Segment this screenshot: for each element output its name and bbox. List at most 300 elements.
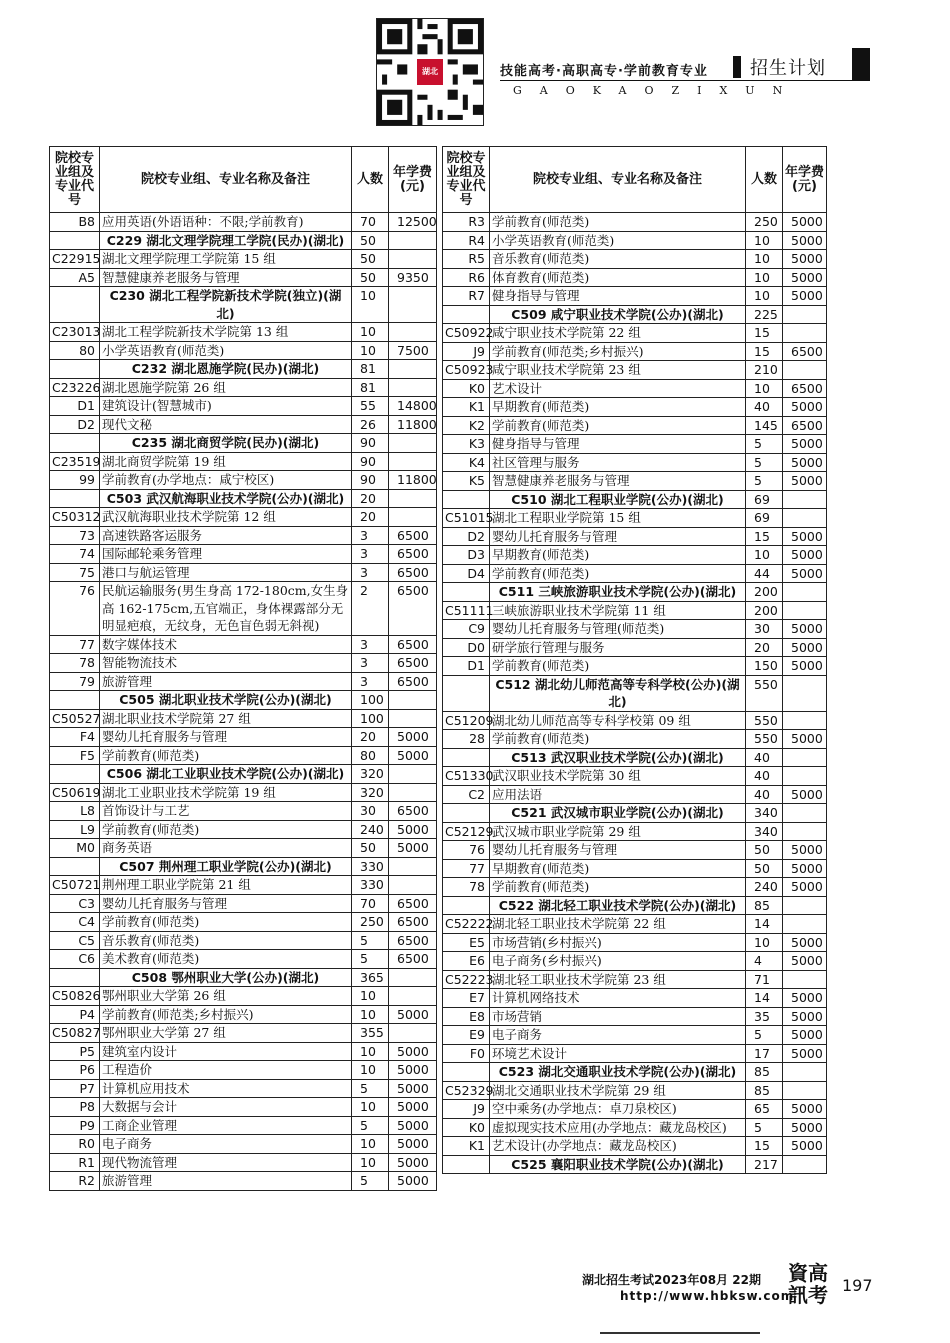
name-cell: 高速铁路客运服务 xyxy=(100,526,352,545)
qr-badge: 湖北 xyxy=(417,59,443,85)
fee-cell xyxy=(389,378,437,397)
count-cell: 85 xyxy=(746,1063,783,1082)
name-cell: 早期教育(师范类) xyxy=(490,546,746,565)
fee-cell: 9350 xyxy=(389,268,437,287)
count-cell: 90 xyxy=(352,452,389,471)
table-row xyxy=(443,546,827,565)
code-cell: C50922 xyxy=(443,324,490,343)
name-cell: 建筑室内设计 xyxy=(100,1042,352,1061)
name-cell: 研学旅行管理与服务 xyxy=(490,638,746,657)
fee-cell: 5000 xyxy=(783,638,827,657)
count-cell: 10 xyxy=(746,268,783,287)
code-cell: K1 xyxy=(443,1137,490,1156)
fee-cell: 6500 xyxy=(783,416,827,435)
code-cell: E7 xyxy=(443,989,490,1008)
col-fee-header: 年学费(元) xyxy=(389,147,437,213)
name-cell: 计算机网络技术 xyxy=(490,989,746,1008)
name-cell: 市场营销 xyxy=(490,1007,746,1026)
code-cell: K1 xyxy=(443,398,490,417)
name-cell: 首饰设计与工艺 xyxy=(100,802,352,821)
fee-cell: 6500 xyxy=(389,950,437,969)
code-cell: F4 xyxy=(50,728,100,747)
name-cell: C512 湖北幼儿师范高等专科学校(公办)(湖北) xyxy=(490,675,746,711)
count-cell: 55 xyxy=(352,397,389,416)
fee-cell xyxy=(783,711,827,730)
count-cell: 50 xyxy=(746,841,783,860)
name-cell: C506 湖北工业职业技术学院(公办)(湖北) xyxy=(100,765,352,784)
fee-cell: 5000 xyxy=(783,527,827,546)
fee-cell: 5000 xyxy=(783,546,827,565)
school-row xyxy=(443,896,827,915)
table-row xyxy=(50,746,437,765)
footer-logo: 資高訊考 xyxy=(788,1261,828,1307)
count-cell: 26 xyxy=(352,415,389,434)
table-row xyxy=(50,1042,437,1061)
name-cell: C229 湖北文理学院理工学院(民办)(湖北) xyxy=(100,231,352,250)
code-cell: D1 xyxy=(50,397,100,416)
code-cell xyxy=(50,691,100,710)
count-cell: 3 xyxy=(352,672,389,691)
name-cell: 三峡旅游职业技术学院第 11 组 xyxy=(490,601,746,620)
name-cell: 体育教育(师范类) xyxy=(490,268,746,287)
table-row xyxy=(50,1172,437,1191)
count-cell: 240 xyxy=(746,878,783,897)
table-row xyxy=(443,601,827,620)
fee-cell: 7500 xyxy=(389,341,437,360)
table-row xyxy=(443,933,827,952)
fee-cell: 5000 xyxy=(389,839,437,858)
table-row xyxy=(443,1118,827,1137)
count-cell: 3 xyxy=(352,545,389,564)
name-cell: 荆州理工职业学院第 21 组 xyxy=(100,876,352,895)
name-cell: 武汉城市职业学院第 29 组 xyxy=(490,822,746,841)
code-cell: E6 xyxy=(443,952,490,971)
code-cell: P7 xyxy=(50,1079,100,1098)
code-cell xyxy=(50,360,100,379)
enrollment-table-left xyxy=(49,146,437,1191)
table-row xyxy=(50,1135,437,1154)
name-cell: 数字媒体技术 xyxy=(100,635,352,654)
code-cell: J9 xyxy=(443,1100,490,1119)
fee-cell: 6500 xyxy=(783,342,827,361)
fee-cell: 6500 xyxy=(389,654,437,673)
school-row xyxy=(50,231,437,250)
fee-cell xyxy=(389,783,437,802)
count-cell: 225 xyxy=(746,305,783,324)
school-row xyxy=(50,857,437,876)
name-cell: C509 咸宁职业技术学院(公办)(湖北) xyxy=(490,305,746,324)
table-row xyxy=(443,878,827,897)
count-cell: 240 xyxy=(352,820,389,839)
name-cell: 湖北文理学院理工学院第 15 组 xyxy=(100,250,352,269)
count-cell: 10 xyxy=(746,546,783,565)
code-cell: K5 xyxy=(443,472,490,491)
col-fee-header: 年学费(元) xyxy=(783,147,827,213)
name-cell: 艺术设计 xyxy=(490,379,746,398)
fee-cell: 5000 xyxy=(783,453,827,472)
count-cell: 200 xyxy=(746,601,783,620)
count-cell: 10 xyxy=(352,1153,389,1172)
code-cell: 73 xyxy=(50,526,100,545)
col-code-header: 院校专业组及专业代号 xyxy=(50,147,100,213)
table-row xyxy=(443,1026,827,1045)
name-cell: 智能物流技术 xyxy=(100,654,352,673)
school-row xyxy=(50,434,437,453)
table-row xyxy=(443,767,827,786)
table-row xyxy=(50,802,437,821)
table-row xyxy=(50,378,437,397)
fee-cell: 5000 xyxy=(783,435,827,454)
code-cell: C50721 xyxy=(50,876,100,895)
code-cell: D3 xyxy=(443,546,490,565)
fee-cell xyxy=(783,915,827,934)
name-cell: 旅游管理 xyxy=(100,1172,352,1191)
fee-cell: 6500 xyxy=(389,672,437,691)
name-cell: 早期教育(师范类) xyxy=(490,859,746,878)
school-row xyxy=(443,1155,827,1174)
code-cell: D1 xyxy=(443,657,490,676)
table-row xyxy=(50,471,437,490)
code-cell: R0 xyxy=(50,1135,100,1154)
footer-issue: 湖北招生考试2023年08月 22期 xyxy=(582,1273,761,1287)
code-cell: R4 xyxy=(443,231,490,250)
count-cell: 10 xyxy=(352,987,389,1006)
count-cell: 30 xyxy=(352,802,389,821)
col-name-header: 院校专业组、专业名称及备注 xyxy=(490,147,746,213)
count-cell: 340 xyxy=(746,822,783,841)
table-row xyxy=(50,397,437,416)
name-cell: 音乐教育(师范类) xyxy=(100,931,352,950)
count-cell: 10 xyxy=(352,1098,389,1117)
code-cell: D4 xyxy=(443,564,490,583)
fee-cell xyxy=(389,709,437,728)
col-count-header: 人数 xyxy=(352,147,389,213)
fee-cell: 6500 xyxy=(389,582,437,636)
fee-cell: 5000 xyxy=(783,1026,827,1045)
count-cell: 10 xyxy=(746,231,783,250)
name-cell: 工程造价 xyxy=(100,1061,352,1080)
count-cell: 14 xyxy=(746,989,783,1008)
table-row xyxy=(443,361,827,380)
name-cell: 湖北职业技术学院第 27 组 xyxy=(100,709,352,728)
count-cell: 100 xyxy=(352,709,389,728)
page-number: 197 xyxy=(842,1276,873,1295)
count-cell: 50 xyxy=(746,859,783,878)
name-cell: 现代文秘 xyxy=(100,415,352,434)
fee-cell: 6500 xyxy=(389,545,437,564)
table-row xyxy=(443,1137,827,1156)
fee-cell xyxy=(783,509,827,528)
code-cell xyxy=(443,675,490,711)
fee-cell: 5000 xyxy=(783,878,827,897)
col-name-header: 院校专业组、专业名称及备注 xyxy=(100,147,352,213)
name-cell: 美术教育(师范类) xyxy=(100,950,352,969)
table-row xyxy=(443,268,827,287)
name-cell: C511 三峡旅游职业技术学院(公办)(湖北) xyxy=(490,583,746,602)
name-cell: 学前教育(师范类) xyxy=(490,657,746,676)
name-cell: 空中乘务(办学地点：卓刀泉校区) xyxy=(490,1100,746,1119)
count-cell: 5 xyxy=(352,950,389,969)
fee-cell xyxy=(389,857,437,876)
table-row xyxy=(443,342,827,361)
code-cell: R5 xyxy=(443,250,490,269)
code-cell: P6 xyxy=(50,1061,100,1080)
table-row xyxy=(443,527,827,546)
table-row xyxy=(443,435,827,454)
code-cell: L8 xyxy=(50,802,100,821)
name-cell: 电子商务(乡村振兴) xyxy=(490,952,746,971)
fee-cell xyxy=(783,361,827,380)
count-cell: 50 xyxy=(352,250,389,269)
fee-cell xyxy=(389,691,437,710)
table-row xyxy=(50,1079,437,1098)
table-row xyxy=(443,952,827,971)
count-cell: 14 xyxy=(746,915,783,934)
fee-cell xyxy=(389,323,437,342)
code-cell: 78 xyxy=(443,878,490,897)
table-row xyxy=(443,859,827,878)
count-cell: 2 xyxy=(352,582,389,636)
count-cell: 85 xyxy=(746,1081,783,1100)
fee-cell: 5000 xyxy=(783,472,827,491)
name-cell: 电子商务 xyxy=(490,1026,746,1045)
table-row xyxy=(443,915,827,934)
name-cell: C232 湖北恩施学院(民办)(湖北) xyxy=(100,360,352,379)
code-cell: C2 xyxy=(443,785,490,804)
footer-url[interactable]: http://www.hbksw.com xyxy=(620,1289,795,1303)
fee-cell xyxy=(783,804,827,823)
code-cell: C22915 xyxy=(50,250,100,269)
fee-cell: 5000 xyxy=(783,1100,827,1119)
name-cell: 湖北工程学院新技术学院第 13 组 xyxy=(100,323,352,342)
fee-cell: 5000 xyxy=(389,1005,437,1024)
school-row xyxy=(50,489,437,508)
code-cell: R6 xyxy=(443,268,490,287)
count-cell: 10 xyxy=(746,250,783,269)
table-row xyxy=(50,931,437,950)
table-row xyxy=(443,1007,827,1026)
fee-cell xyxy=(783,583,827,602)
count-cell: 80 xyxy=(352,746,389,765)
table-row xyxy=(443,231,827,250)
count-cell: 10 xyxy=(352,1042,389,1061)
header-rule xyxy=(500,80,870,81)
count-cell: 10 xyxy=(352,1061,389,1080)
table-row xyxy=(443,472,827,491)
count-cell: 20 xyxy=(352,508,389,527)
count-cell: 20 xyxy=(352,728,389,747)
count-cell: 320 xyxy=(352,765,389,784)
table-row xyxy=(50,709,437,728)
code-cell: K0 xyxy=(443,1118,490,1137)
count-cell: 5 xyxy=(352,1079,389,1098)
school-row xyxy=(443,490,827,509)
fee-cell xyxy=(389,489,437,508)
table-row xyxy=(50,1005,437,1024)
count-cell: 150 xyxy=(746,657,783,676)
table-row xyxy=(443,822,827,841)
table-row xyxy=(50,728,437,747)
count-cell: 90 xyxy=(352,471,389,490)
name-cell: C230 湖北工程学院新技术学院(独立)(湖北) xyxy=(100,287,352,323)
table-row xyxy=(443,785,827,804)
code-cell: 77 xyxy=(443,859,490,878)
table-row xyxy=(443,213,827,232)
fee-cell: 5000 xyxy=(783,250,827,269)
count-cell: 10 xyxy=(352,341,389,360)
name-cell: C505 湖北职业技术学院(公办)(湖北) xyxy=(100,691,352,710)
fee-cell: 5000 xyxy=(783,1007,827,1026)
table-row xyxy=(443,564,827,583)
table-row xyxy=(443,453,827,472)
fee-cell: 6500 xyxy=(783,379,827,398)
name-cell: 旅游管理 xyxy=(100,672,352,691)
table-row xyxy=(50,341,437,360)
table-row xyxy=(443,379,827,398)
qr-code xyxy=(376,18,484,126)
school-row xyxy=(50,287,437,323)
bottom-rule xyxy=(600,1332,760,1334)
count-cell: 44 xyxy=(746,564,783,583)
name-cell: C503 武汉航海职业技术学院(公办)(湖北) xyxy=(100,489,352,508)
code-cell: C23519 xyxy=(50,452,100,471)
count-cell: 20 xyxy=(746,638,783,657)
name-cell: 市场营销(乡村振兴) xyxy=(490,933,746,952)
code-cell: C6 xyxy=(50,950,100,969)
code-cell: 80 xyxy=(50,341,100,360)
fee-cell: 5000 xyxy=(389,1153,437,1172)
fee-cell xyxy=(389,287,437,323)
code-cell: C50619 xyxy=(50,783,100,802)
code-cell: K4 xyxy=(443,453,490,472)
fee-cell xyxy=(783,601,827,620)
code-cell: C51209 xyxy=(443,711,490,730)
code-cell: B8 xyxy=(50,213,100,232)
count-cell: 40 xyxy=(746,748,783,767)
count-cell: 3 xyxy=(352,563,389,582)
code-cell xyxy=(50,765,100,784)
fee-cell: 5000 xyxy=(783,730,827,749)
fee-cell xyxy=(783,767,827,786)
fee-cell: 5000 xyxy=(389,1042,437,1061)
table-row xyxy=(443,657,827,676)
code-cell: K0 xyxy=(443,379,490,398)
fee-cell xyxy=(389,231,437,250)
table-row xyxy=(50,582,437,636)
count-cell: 320 xyxy=(352,783,389,802)
fee-cell xyxy=(783,822,827,841)
code-cell xyxy=(50,857,100,876)
count-cell: 70 xyxy=(352,894,389,913)
fee-cell xyxy=(389,1024,437,1043)
count-cell: 5 xyxy=(746,453,783,472)
code-cell: D0 xyxy=(443,638,490,657)
code-cell: 74 xyxy=(50,545,100,564)
fee-cell: 6500 xyxy=(389,802,437,821)
name-cell: 婴幼儿托育服务与管理 xyxy=(490,527,746,546)
fee-cell: 6500 xyxy=(389,913,437,932)
school-row xyxy=(443,1063,827,1082)
name-cell: C507 荆州理工职业学院(公办)(湖北) xyxy=(100,857,352,876)
fee-cell: 6500 xyxy=(389,635,437,654)
school-row xyxy=(443,583,827,602)
name-cell: 咸宁职业技术学院第 23 组 xyxy=(490,361,746,380)
count-cell: 10 xyxy=(746,287,783,306)
name-cell: 学前教育(师范类) xyxy=(100,820,352,839)
table-row xyxy=(50,1116,437,1135)
fee-cell: 5000 xyxy=(783,1118,827,1137)
fee-cell: 6500 xyxy=(389,894,437,913)
code-cell xyxy=(443,804,490,823)
table-row xyxy=(50,508,437,527)
table-row xyxy=(50,950,437,969)
code-cell: P8 xyxy=(50,1098,100,1117)
code-cell: F5 xyxy=(50,746,100,765)
name-cell: 学前教育(师范类;乡村振兴) xyxy=(100,1005,352,1024)
name-cell: 学前教育(师范类) xyxy=(490,213,746,232)
name-cell: 应用英语(外语语种：不限;学前教育) xyxy=(100,213,352,232)
count-cell: 20 xyxy=(352,489,389,508)
name-cell: 智慧健康养老服务与管理 xyxy=(100,268,352,287)
code-cell: P5 xyxy=(50,1042,100,1061)
fee-cell xyxy=(389,987,437,1006)
fee-cell: 5000 xyxy=(389,728,437,747)
fee-cell: 5000 xyxy=(783,231,827,250)
name-cell: C235 湖北商贸学院(民办)(湖北) xyxy=(100,434,352,453)
name-cell: 早期教育(师范类) xyxy=(490,398,746,417)
name-cell: 智慧健康养老服务与管理 xyxy=(490,472,746,491)
name-cell: 婴幼儿托育服务与管理 xyxy=(100,894,352,913)
fee-cell: 12500 xyxy=(389,213,437,232)
fee-cell xyxy=(783,748,827,767)
code-cell: E8 xyxy=(443,1007,490,1026)
name-cell: 学前教育(师范类) xyxy=(490,416,746,435)
count-cell: 365 xyxy=(352,968,389,987)
fee-cell: 5000 xyxy=(389,1135,437,1154)
table-row xyxy=(50,323,437,342)
count-cell: 15 xyxy=(746,342,783,361)
count-cell: 69 xyxy=(746,509,783,528)
fee-cell: 6500 xyxy=(389,563,437,582)
fee-cell: 5000 xyxy=(783,952,827,971)
name-cell: 学前教育(师范类) xyxy=(100,913,352,932)
fee-cell xyxy=(389,765,437,784)
count-cell: 50 xyxy=(352,839,389,858)
table-row xyxy=(443,1081,827,1100)
name-cell: 湖北幼儿师范高等专科学校第 09 组 xyxy=(490,711,746,730)
fee-cell: 5000 xyxy=(783,1137,827,1156)
code-cell xyxy=(443,896,490,915)
header-pinyin: GAOKAOZIXUN xyxy=(513,84,801,97)
count-cell: 330 xyxy=(352,876,389,895)
code-cell: D2 xyxy=(50,415,100,434)
name-cell: 湖北交通职业技术学院第 29 组 xyxy=(490,1081,746,1100)
fee-cell: 6500 xyxy=(389,526,437,545)
code-cell xyxy=(50,968,100,987)
code-cell: J9 xyxy=(443,342,490,361)
name-cell: 学前教育(办学地点：咸宁校区) xyxy=(100,471,352,490)
fee-cell: 5000 xyxy=(389,1098,437,1117)
name-cell: 港口与航运管理 xyxy=(100,563,352,582)
code-cell: C23013 xyxy=(50,323,100,342)
col-code-header: 院校专业组及专业代号 xyxy=(443,147,490,213)
count-cell: 15 xyxy=(746,1137,783,1156)
code-cell: C3 xyxy=(50,894,100,913)
fee-cell: 14800 xyxy=(389,397,437,416)
table-body-left xyxy=(50,213,437,1191)
code-cell: C52329 xyxy=(443,1081,490,1100)
table-row xyxy=(50,672,437,691)
